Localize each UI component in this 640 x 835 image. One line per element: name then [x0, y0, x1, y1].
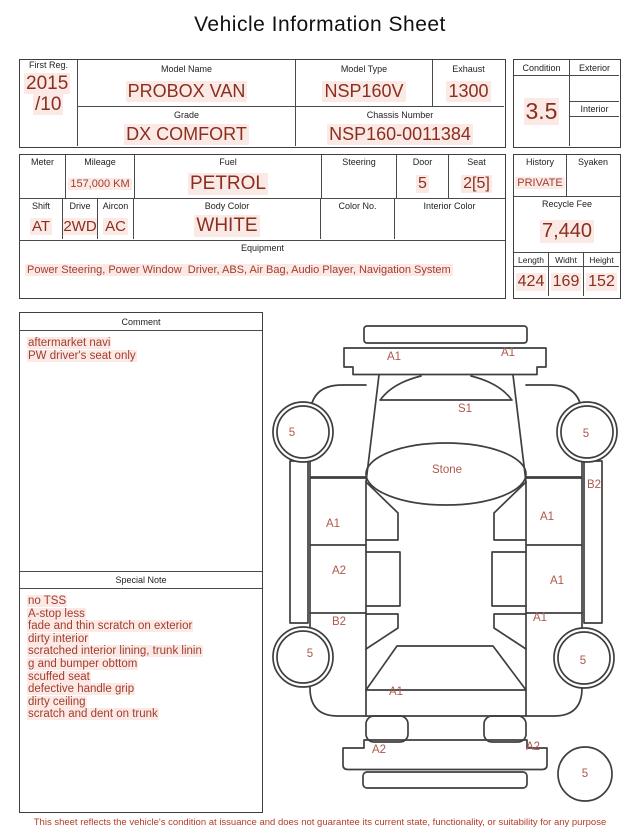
damage-marker-s1: S1 [457, 403, 473, 415]
rear-gate [366, 646, 526, 716]
special-note-line: dirty interior [28, 632, 89, 645]
chassis-number-label: Chassis Number [366, 109, 434, 120]
condition-box [513, 59, 621, 148]
interior-label: Interior [570, 102, 619, 117]
comment-box [19, 312, 263, 813]
left-door-panel-lines [310, 478, 366, 613]
width-label: Widht [549, 253, 584, 267]
damage-marker-a2: A2 [371, 744, 387, 756]
meter-value [20, 169, 66, 198]
comment-line: aftermarket navi [28, 337, 111, 349]
length-label: Length [514, 253, 549, 267]
left-rocker-panel [290, 461, 308, 623]
cabin-sides [366, 375, 526, 690]
first-reg-year: 2015 [26, 73, 69, 94]
damage-marker-a1: A1 [388, 686, 404, 698]
chassis-number-value: NSP160-0011384 [329, 123, 471, 144]
wheel-front-left [273, 402, 333, 462]
model-name-label: Model Name [78, 60, 296, 77]
damage-marker-5: 5 [306, 648, 314, 660]
mileage-value: 157,000 KM [66, 169, 135, 198]
body-color-value: WHITE [134, 213, 321, 239]
special-note-line: defective handle grip [28, 683, 135, 696]
fuel-label: Fuel [135, 155, 322, 169]
damage-marker-a1: A1 [325, 518, 341, 530]
first-reg-month: /10 [35, 94, 62, 115]
drive-value: 2WD [63, 213, 98, 239]
recycle-fee-value: 7,440 [541, 219, 593, 242]
special-note-line: g and bumper obttom [28, 657, 138, 670]
special-note-line: no TSS [28, 595, 67, 607]
length-value: 424 [514, 267, 549, 296]
model-name-value: PROBOX VAN [78, 77, 296, 107]
wheel-rear-left [273, 627, 333, 687]
aircon-label: Aircon [98, 199, 134, 213]
height-value: 152 [588, 272, 615, 290]
damage-marker-5: 5 [582, 428, 590, 440]
damage-marker-a1: A1 [532, 612, 548, 624]
windshield [380, 376, 512, 400]
comment-label: Comment [20, 313, 262, 331]
history-label: History [514, 155, 567, 169]
syaken-value [567, 169, 619, 196]
seat-label: Seat [467, 157, 486, 167]
front-bumper-upper [364, 326, 527, 343]
first-reg-cell [20, 60, 78, 146]
front-seat-lines [366, 482, 526, 540]
wheels [273, 402, 617, 801]
special-note-line: scratched interior lining, trunk linin [28, 645, 202, 658]
damage-marker-b2: B2 [586, 479, 602, 491]
condition-value: 3.5 [514, 76, 570, 146]
rear-bumper-lower [363, 772, 527, 788]
exhaust-value: 1300 [433, 77, 504, 107]
damage-marker-a1: A1 [500, 347, 516, 359]
first-reg-value [20, 70, 70, 115]
seat-value: 2[5] [463, 174, 490, 192]
grade-label: Grade [78, 107, 296, 122]
color-no-label: Color No. [321, 199, 395, 213]
history-value: PRIVATE [514, 169, 567, 196]
first-reg-label: First Reg. [28, 60, 68, 70]
special-note-content [20, 589, 262, 807]
mileage-label: Mileage [66, 155, 135, 169]
steering-label: Steering [322, 155, 397, 169]
equipment-label: Equipment [240, 243, 285, 253]
door-value: 5 [397, 169, 449, 198]
meter-label: Meter [20, 155, 66, 169]
exterior-value [570, 76, 619, 102]
car-top-view [273, 326, 617, 801]
damage-marker-stone: Stone [431, 464, 463, 476]
tail-lamp-left [366, 716, 408, 742]
rear-seat-lines [366, 552, 526, 606]
drive-label: Drive [63, 199, 98, 213]
steering-value [322, 169, 397, 198]
fuel-value: PETROL [135, 169, 322, 198]
body-color-label: Body Color [134, 199, 321, 213]
damage-marker-b2: B2 [331, 616, 347, 628]
damage-marker-a1: A1 [539, 511, 555, 523]
syaken-label: Syaken [577, 157, 609, 167]
model-type-value: NSP160V [296, 77, 433, 107]
aircon-value: AC [98, 213, 134, 239]
comment-line: PW driver's seat only [28, 349, 136, 362]
recycle-fee-label: Recycle Fee [541, 199, 593, 209]
page-title: Vehicle Information Sheet [194, 13, 446, 36]
damage-marker-5: 5 [288, 427, 296, 439]
comment-content [20, 331, 262, 571]
interior-color-label: Interior Color [423, 201, 476, 211]
damage-marker-a1: A1 [549, 575, 565, 587]
model-type-label: Model Type [296, 60, 433, 77]
info-table [19, 59, 506, 148]
spec-table [19, 154, 506, 299]
front-bumper [344, 348, 546, 375]
exterior-label: Exterior [570, 60, 619, 76]
exhaust-label: Exhaust [452, 63, 485, 74]
width-value: 169 [549, 267, 584, 296]
door-label: Door [397, 155, 449, 169]
history-box [513, 154, 621, 299]
special-note-line: fade and thin scratch on exterior [28, 620, 193, 633]
shift-value: AT [20, 213, 63, 239]
cargo-side-lines [366, 614, 526, 649]
special-note-line: A-stop less [28, 607, 85, 620]
interior-color-value [395, 213, 504, 239]
special-note-line: scratch and dent on trunk [28, 708, 158, 721]
damage-marker-a2: A2 [525, 741, 541, 753]
damage-markers [289, 347, 601, 780]
damage-marker-5: 5 [579, 655, 587, 667]
special-note-label: Special Note [20, 571, 262, 589]
special-note-line: scuffed seat [28, 670, 90, 683]
grade-value: DX COMFORT [78, 122, 296, 146]
condition-label: Condition [514, 60, 570, 76]
color-no-value [321, 213, 395, 239]
right-door-panel-lines [526, 478, 582, 613]
interior-value [570, 117, 619, 146]
damage-marker-a2: A2 [331, 565, 347, 577]
special-note-line: dirty ceiling [28, 695, 86, 708]
height-label: Height [584, 253, 619, 267]
damage-marker-a1: A1 [386, 351, 402, 363]
disclaimer-text: This sheet reflects the vehicle's condition at issuance and does not guarantee its current state, functionality, or suitability for any purpose [33, 817, 607, 828]
tail-lamp-right [484, 716, 526, 742]
car-damage-diagram [270, 310, 640, 820]
shift-label: Shift [20, 199, 63, 213]
equipment-value: Power Steering, Power Window Driver, ABS, Air Bag, Audio Player, Navigation System [27, 264, 451, 276]
damage-marker-5: 5 [581, 768, 589, 780]
